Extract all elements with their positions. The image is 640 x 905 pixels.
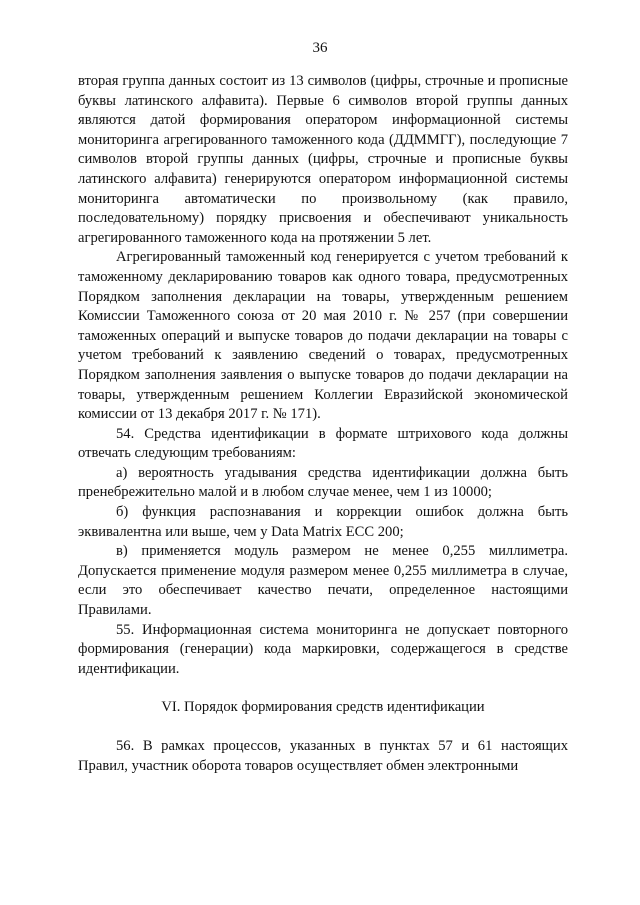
paragraph-aggregated-code: Агрегированный таможенный код генерируется с учетом требований к таможенному декларированию товаров как одного товара, предусмотренных Порядком заполнения декларации на товары, утвержденным решением Комиссии Таможенного союза от 20 мая 2010 г. № 257 (при совершении таможенных операций и выпуске товаров до подачи декларации на товары с учетом требований к заявлению сведений о товарах, предусмотренных Порядком заполнения заявления о выпуске товаров до подачи декларации на товары, утвержденным решением Коллегии Евразийской экономической комиссии от 13 декабря 2017 г. № 171). [78, 249, 568, 423]
paragraph-54a: а) вероятность угадывания средства идентификации должна быть пренебрежительно малой и в любом случае менее, чем 1 из 10000; [78, 464, 568, 501]
paragraph-56: 56. В рамках процессов, указанных в пунктах 57 и 61 настоящих Правил, участник оборота товаров осуществляет обмен электронными [78, 738, 568, 774]
paragraph-continuation: вторая группа данных состоит из 13 символов (цифры, строчные и прописные буквы латинского алфавита). Первые 6 символов второй группы данных являются датой формирования оператором информационной системы мониторинга агрегированного таможенного кода (ДДММГГ), последующие 7 символов второй группы данных (цифры, строчные и прописные буквы латинского алфавита) генерируются оператором информационной системы мониторинга автоматически по произвольному (как правило, последовательному) порядку присвоения и обеспечивают уникальность агрегированного таможенного кода на протяжении 5 лет. [78, 73, 568, 246]
paragraph-54: 54. Средства идентификации в формате штрихового кода должны отвечать следующим требованиям: [78, 425, 568, 462]
section-heading: VI. Порядок формирования средств идентификации [161, 699, 485, 716]
document-body [78, 72, 568, 776]
page-number: 36 [312, 40, 328, 56]
paragraph-55: 55. Информационная система мониторинга не допускает повторного формирования (генерации) кода маркировки, содержащегося в средстве идентификации. [78, 621, 568, 677]
paragraph-54b: б) функция распознавания и коррекции ошибок должна быть эквивалентна или выше, чем у Data Matrix ECC 200; [78, 504, 568, 540]
paragraph-54c: в) применяется модуль размером не менее 0,255 миллиметра. Допускается применение модуля размером менее 0,255 миллиметра в случае, если это обеспечивает качество печати, определенное настоящими Правилами. [78, 543, 568, 619]
